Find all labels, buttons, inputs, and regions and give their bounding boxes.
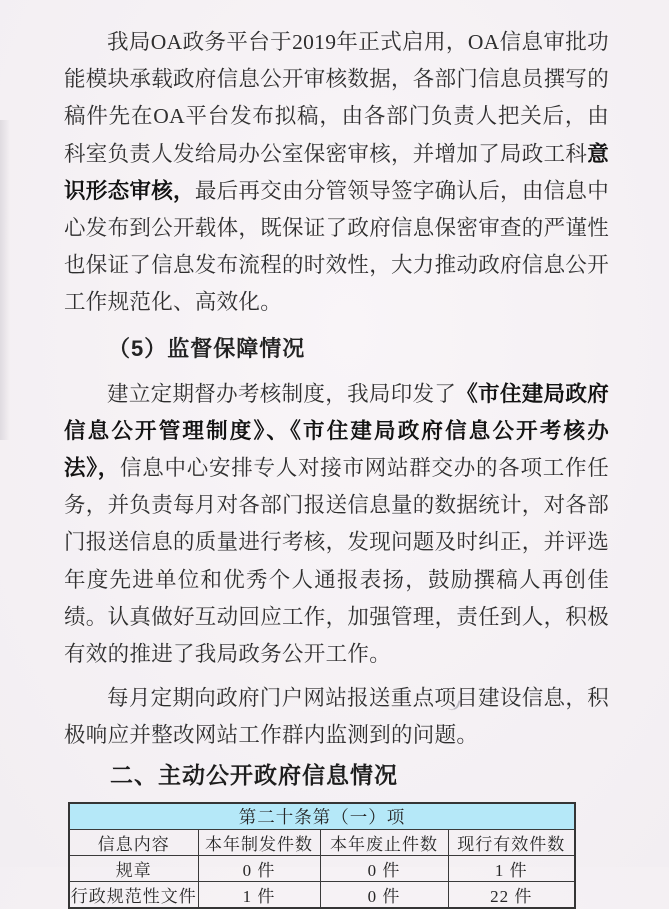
cell-repealed-count: 0 件 [320, 881, 448, 908]
paragraph-oa-platform-bold-phrase: 意识形态审核， [64, 141, 610, 203]
paragraph-supervision [64, 376, 609, 674]
table-title-row [69, 803, 575, 830]
cell-row-label: 规章 [69, 855, 198, 881]
column-header-info-content: 信息内容 [69, 829, 198, 855]
paragraph-supervision-bold-titles: 《市住建局政府信息公开管理制度》、《市住建局政府信息公开考核办法》， [64, 381, 609, 481]
column-header-issued-this-year: 本年制发件数 [198, 829, 320, 855]
cell-repealed-count: 0 件 [320, 855, 448, 881]
cell-issued-count: 1 件 [198, 881, 320, 908]
cell-effective-count: 22 件 [448, 881, 575, 908]
column-header-currently-effective: 现行有效件数 [448, 829, 575, 855]
paragraph-monthly-report: 每月定期向政府门户网站报送重点项目建设信息，积极响应并整改网站工作群内监测到的问题。 [64, 686, 609, 748]
table-header-row [69, 829, 575, 855]
cell-effective-count: 1 件 [448, 855, 575, 881]
paragraph-oa-platform-text: 我局OA政务平台于2019年正式启用，OA信息审批功能模块承载政府信息公开审核数据，各部门信息员撰写的稿件先在OA平台发布拟稿，由各部门负责人把关后，由科室负责人发给局办公室保密审核，并增加了局政工科 [64, 30, 610, 166]
scan-edge-shadow [0, 120, 10, 440]
cell-row-label: 行政规范性文件 [69, 881, 198, 908]
paragraph-supervision-text: 建立定期督办考核制度，我局印发了 [107, 381, 457, 406]
paragraph-oa-platform [64, 0, 609, 322]
document-body [64, 0, 609, 909]
paragraph-oa-platform-text-cont: 最后再交由分管领导签字确认后，由信息中心发布到公开载体，既保证了政府信息保密审查的严谨性也保证了信息发布流程的时效性，大力推动政府信息公开工作规范化、高效化。 [64, 178, 610, 315]
section-2-heading: 二、主动公开政府信息情况 [110, 761, 398, 788]
cell-issued-count: 0 件 [198, 855, 320, 881]
column-header-repealed-this-year: 本年废止件数 [320, 829, 448, 855]
article-20-item-1-table [68, 802, 576, 909]
table-row-regulations [69, 855, 575, 881]
table-title: 第二十条第（一）项 [69, 803, 575, 830]
paragraph-supervision-text-cont: 信息中心安排专人对接市网站群交办的各项工作任务，并负责每月对各部门报送信息量的数据统计，对各部门报送信息的质量进行考核，发现问题及时纠正，并评选年度先进单位和优秀个人通报表扬，鼓励撰稿人再创佳绩。认真做好互动回应工作，加强管理，责任到人，积极有效的推进了我局政务公开工作。 [64, 456, 610, 667]
table-row-normative-documents [69, 881, 575, 908]
section-5-heading: （5）监督保障情况 [108, 335, 306, 361]
